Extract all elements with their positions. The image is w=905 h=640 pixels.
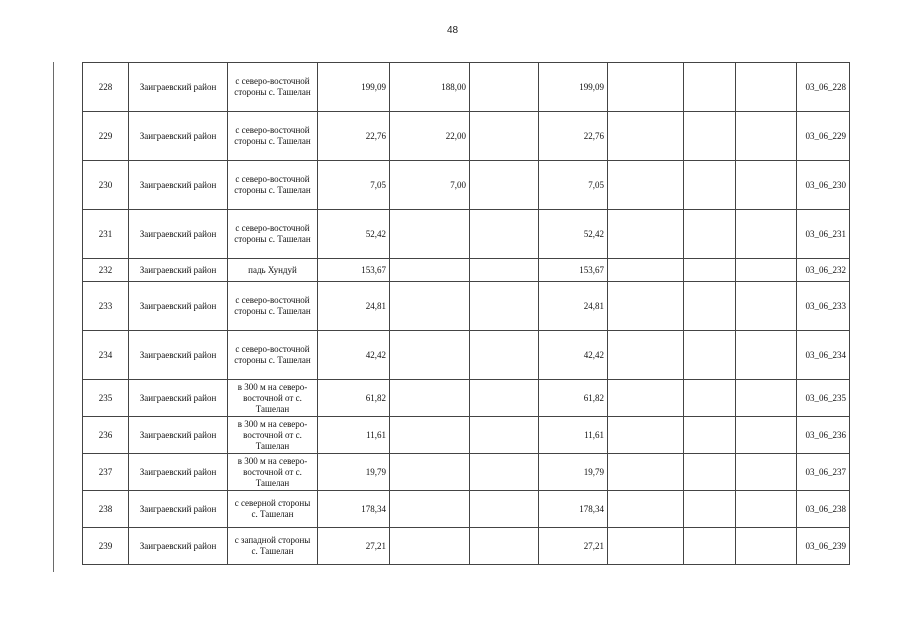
plot-code-cell: 03_06_235 bbox=[797, 380, 850, 417]
area-cell-1: 153,67 bbox=[318, 259, 390, 282]
area-cell-2 bbox=[390, 210, 470, 259]
binding-margin-rule bbox=[53, 62, 54, 572]
area-cell-1: 22,76 bbox=[318, 112, 390, 161]
table-row bbox=[83, 417, 850, 454]
area-cell-3 bbox=[470, 161, 539, 210]
area-cell-5 bbox=[608, 282, 684, 331]
area-cell-7 bbox=[736, 210, 797, 259]
location-cell: с северной стороны с. Ташелан bbox=[228, 491, 318, 528]
area-cell-5 bbox=[608, 161, 684, 210]
area-cell-5 bbox=[608, 63, 684, 112]
area-cell-3 bbox=[470, 282, 539, 331]
area-cell-2 bbox=[390, 417, 470, 454]
district-cell: Заиграевский район bbox=[129, 491, 228, 528]
table-row bbox=[83, 259, 850, 282]
plot-code-cell: 03_06_239 bbox=[797, 528, 850, 565]
area-cell-4: 27,21 bbox=[539, 528, 608, 565]
row-number: 233 bbox=[83, 282, 129, 331]
area-cell-4: 24,81 bbox=[539, 282, 608, 331]
area-cell-5 bbox=[608, 417, 684, 454]
area-cell-6 bbox=[684, 210, 736, 259]
district-cell: Заиграевский район bbox=[129, 112, 228, 161]
row-number: 231 bbox=[83, 210, 129, 259]
area-cell-4: 22,76 bbox=[539, 112, 608, 161]
area-cell-7 bbox=[736, 528, 797, 565]
table-row bbox=[83, 528, 850, 565]
area-cell-2 bbox=[390, 259, 470, 282]
area-cell-6 bbox=[684, 417, 736, 454]
area-cell-4: 19,79 bbox=[539, 454, 608, 491]
area-cell-7 bbox=[736, 454, 797, 491]
area-cell-1: 52,42 bbox=[318, 210, 390, 259]
area-cell-5 bbox=[608, 210, 684, 259]
district-cell: Заиграевский район bbox=[129, 454, 228, 491]
location-cell: в 300 м на северо-восточной от с. Ташелан bbox=[228, 380, 318, 417]
district-cell: Заиграевский район bbox=[129, 63, 228, 112]
area-cell-7 bbox=[736, 112, 797, 161]
row-number: 229 bbox=[83, 112, 129, 161]
area-cell-2: 22,00 bbox=[390, 112, 470, 161]
area-cell-1: 27,21 bbox=[318, 528, 390, 565]
area-cell-3 bbox=[470, 112, 539, 161]
area-cell-4: 11,61 bbox=[539, 417, 608, 454]
district-cell: Заиграевский район bbox=[129, 161, 228, 210]
plot-code-cell: 03_06_231 bbox=[797, 210, 850, 259]
area-cell-3 bbox=[470, 210, 539, 259]
area-cell-4: 7,05 bbox=[539, 161, 608, 210]
area-cell-3 bbox=[470, 454, 539, 491]
area-cell-2: 188,00 bbox=[390, 63, 470, 112]
district-cell: Заиграевский район bbox=[129, 210, 228, 259]
area-cell-3 bbox=[470, 417, 539, 454]
area-cell-5 bbox=[608, 259, 684, 282]
row-number: 234 bbox=[83, 331, 129, 380]
area-cell-7 bbox=[736, 63, 797, 112]
plot-code-cell: 03_06_236 bbox=[797, 417, 850, 454]
area-cell-5 bbox=[608, 112, 684, 161]
area-cell-7 bbox=[736, 491, 797, 528]
area-cell-2 bbox=[390, 380, 470, 417]
district-cell: Заиграевский район bbox=[129, 417, 228, 454]
area-cell-4: 178,34 bbox=[539, 491, 608, 528]
area-cell-2 bbox=[390, 331, 470, 380]
land-plots-table bbox=[82, 62, 850, 565]
area-cell-7 bbox=[736, 331, 797, 380]
area-cell-7 bbox=[736, 282, 797, 331]
district-cell: Заиграевский район bbox=[129, 331, 228, 380]
plot-code-cell: 03_06_228 bbox=[797, 63, 850, 112]
plot-code-cell: 03_06_232 bbox=[797, 259, 850, 282]
area-cell-4: 52,42 bbox=[539, 210, 608, 259]
area-cell-4: 42,42 bbox=[539, 331, 608, 380]
area-cell-5 bbox=[608, 331, 684, 380]
area-cell-6 bbox=[684, 454, 736, 491]
plot-code-cell: 03_06_229 bbox=[797, 112, 850, 161]
table-row bbox=[83, 491, 850, 528]
area-cell-5 bbox=[608, 454, 684, 491]
district-cell: Заиграевский район bbox=[129, 380, 228, 417]
area-cell-2 bbox=[390, 454, 470, 491]
area-cell-3 bbox=[470, 259, 539, 282]
area-cell-3 bbox=[470, 528, 539, 565]
area-cell-2 bbox=[390, 491, 470, 528]
area-cell-6 bbox=[684, 282, 736, 331]
area-cell-1: 11,61 bbox=[318, 417, 390, 454]
row-number: 238 bbox=[83, 491, 129, 528]
area-cell-1: 7,05 bbox=[318, 161, 390, 210]
table-row bbox=[83, 161, 850, 210]
plot-code-cell: 03_06_238 bbox=[797, 491, 850, 528]
row-number: 239 bbox=[83, 528, 129, 565]
area-cell-4: 199,09 bbox=[539, 63, 608, 112]
plot-code-cell: 03_06_233 bbox=[797, 282, 850, 331]
table-row bbox=[83, 331, 850, 380]
location-cell: с северо-восточной стороны с. Ташелан bbox=[228, 63, 318, 112]
area-cell-6 bbox=[684, 63, 736, 112]
area-cell-6 bbox=[684, 331, 736, 380]
area-cell-6 bbox=[684, 161, 736, 210]
row-number: 230 bbox=[83, 161, 129, 210]
table-row bbox=[83, 210, 850, 259]
area-cell-6 bbox=[684, 259, 736, 282]
district-cell: Заиграевский район bbox=[129, 528, 228, 565]
page-number: 48 bbox=[446, 25, 459, 36]
plot-code-cell: 03_06_237 bbox=[797, 454, 850, 491]
location-cell: с северо-восточной стороны с. Ташелан bbox=[228, 210, 318, 259]
table-row bbox=[83, 63, 850, 112]
area-cell-3 bbox=[470, 331, 539, 380]
table-row bbox=[83, 454, 850, 491]
plot-code-cell: 03_06_230 bbox=[797, 161, 850, 210]
row-number: 236 bbox=[83, 417, 129, 454]
district-cell: Заиграевский район bbox=[129, 282, 228, 331]
location-cell: в 300 м на северо-восточной от с. Ташелан bbox=[228, 454, 318, 491]
area-cell-2 bbox=[390, 282, 470, 331]
location-cell: с западной стороны с. Ташелан bbox=[228, 528, 318, 565]
area-cell-1: 42,42 bbox=[318, 331, 390, 380]
row-number: 237 bbox=[83, 454, 129, 491]
row-number: 228 bbox=[83, 63, 129, 112]
area-cell-5 bbox=[608, 491, 684, 528]
area-cell-4: 153,67 bbox=[539, 259, 608, 282]
area-cell-7 bbox=[736, 417, 797, 454]
area-cell-6 bbox=[684, 112, 736, 161]
area-cell-6 bbox=[684, 380, 736, 417]
area-cell-4: 61,82 bbox=[539, 380, 608, 417]
area-cell-3 bbox=[470, 380, 539, 417]
area-cell-3 bbox=[470, 491, 539, 528]
area-cell-2 bbox=[390, 528, 470, 565]
area-cell-5 bbox=[608, 528, 684, 565]
location-cell: с северо-восточной стороны с. Ташелан bbox=[228, 161, 318, 210]
area-cell-5 bbox=[608, 380, 684, 417]
area-cell-1: 61,82 bbox=[318, 380, 390, 417]
area-cell-3 bbox=[470, 63, 539, 112]
area-cell-6 bbox=[684, 528, 736, 565]
area-cell-1: 178,34 bbox=[318, 491, 390, 528]
location-cell: с северо-восточной стороны с. Ташелан bbox=[228, 112, 318, 161]
table-row bbox=[83, 282, 850, 331]
location-cell: с северо-восточной стороны с. Ташелан bbox=[228, 331, 318, 380]
district-cell: Заиграевский район bbox=[129, 259, 228, 282]
table-row bbox=[83, 380, 850, 417]
location-cell: в 300 м на северо-восточной от с. Ташелан bbox=[228, 417, 318, 454]
area-cell-1: 24,81 bbox=[318, 282, 390, 331]
table-row bbox=[83, 112, 850, 161]
location-cell: с северо-восточной стороны с. Ташелан bbox=[228, 282, 318, 331]
area-cell-1: 19,79 bbox=[318, 454, 390, 491]
area-cell-7 bbox=[736, 259, 797, 282]
row-number: 232 bbox=[83, 259, 129, 282]
area-cell-7 bbox=[736, 161, 797, 210]
location-cell: падь Хундуй bbox=[228, 259, 318, 282]
area-cell-2: 7,00 bbox=[390, 161, 470, 210]
row-number: 235 bbox=[83, 380, 129, 417]
area-cell-1: 199,09 bbox=[318, 63, 390, 112]
area-cell-6 bbox=[684, 491, 736, 528]
area-cell-7 bbox=[736, 380, 797, 417]
plot-code-cell: 03_06_234 bbox=[797, 331, 850, 380]
